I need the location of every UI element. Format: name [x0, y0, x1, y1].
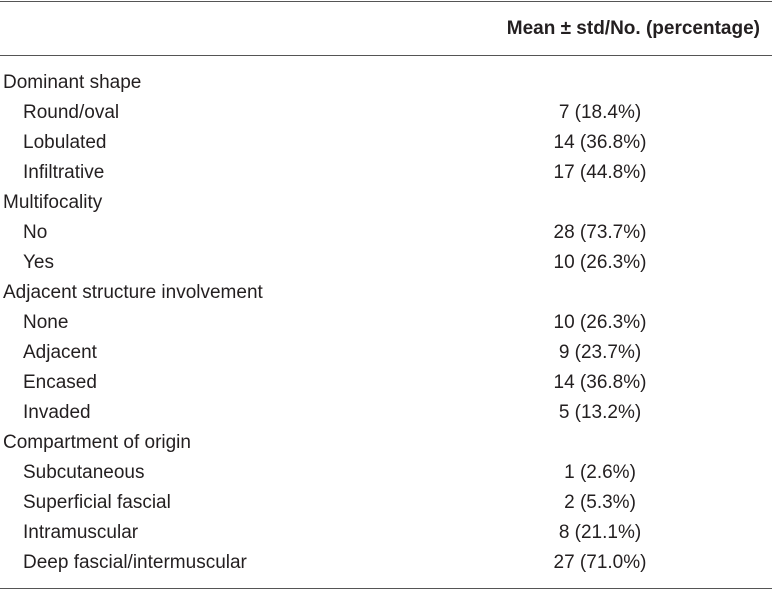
row-label: Deep fascial/intermuscular	[23, 552, 247, 573]
row-label: Invaded	[23, 402, 91, 423]
row-label: Yes	[23, 252, 54, 273]
bottom-rule	[0, 588, 772, 589]
row-label: None	[23, 312, 69, 333]
row-label: Superficial fascial	[23, 492, 171, 513]
table-row	[0, 128, 772, 158]
row-value: 9 (23.7%)	[558, 342, 642, 363]
table-row	[0, 308, 772, 338]
table-row	[0, 368, 772, 398]
row-value: 8 (21.1%)	[558, 522, 642, 543]
table-row	[0, 398, 772, 428]
table-row	[0, 158, 772, 188]
table-group-row	[0, 278, 772, 308]
group-label: Adjacent structure involvement	[3, 282, 263, 303]
table-body	[0, 68, 772, 578]
row-label: Infiltrative	[23, 162, 105, 183]
row-label: Lobulated	[23, 132, 107, 153]
row-label: Encased	[23, 372, 97, 393]
group-label: Multifocality	[3, 192, 103, 213]
row-label: No	[23, 222, 48, 243]
table-row	[0, 338, 772, 368]
row-value: 28 (73.7%)	[553, 222, 647, 243]
header-rule	[0, 55, 772, 56]
group-label: Compartment of origin	[3, 432, 191, 453]
table-group-row	[0, 188, 772, 218]
table-row	[0, 458, 772, 488]
table-row	[0, 518, 772, 548]
row-value: 14 (36.8%)	[553, 132, 647, 153]
row-value: 27 (71.0%)	[553, 552, 647, 573]
group-label: Dominant shape	[3, 72, 142, 93]
row-label: Adjacent	[23, 342, 97, 363]
table-row	[0, 248, 772, 278]
row-value: 2 (5.3%)	[564, 492, 636, 513]
row-value: 17 (44.8%)	[553, 162, 647, 183]
row-value: 7 (18.4%)	[558, 102, 642, 123]
row-label: Subcutaneous	[23, 462, 145, 483]
row-value: 14 (36.8%)	[553, 372, 647, 393]
table-row	[0, 488, 772, 518]
value-column-header: Mean ± std/No. (percentage)	[506, 18, 760, 39]
row-value: 10 (26.3%)	[553, 312, 647, 333]
table-row	[0, 218, 772, 248]
row-label: Round/oval	[23, 102, 120, 123]
row-value: 5 (13.2%)	[558, 402, 642, 423]
row-label: Intramuscular	[23, 522, 139, 543]
table-group-row	[0, 68, 772, 98]
row-value: 1 (2.6%)	[564, 462, 636, 483]
top-rule	[0, 1, 772, 2]
table-group-row	[0, 428, 772, 458]
table-row	[0, 548, 772, 578]
table-row	[0, 98, 772, 128]
row-value: 10 (26.3%)	[553, 252, 647, 273]
